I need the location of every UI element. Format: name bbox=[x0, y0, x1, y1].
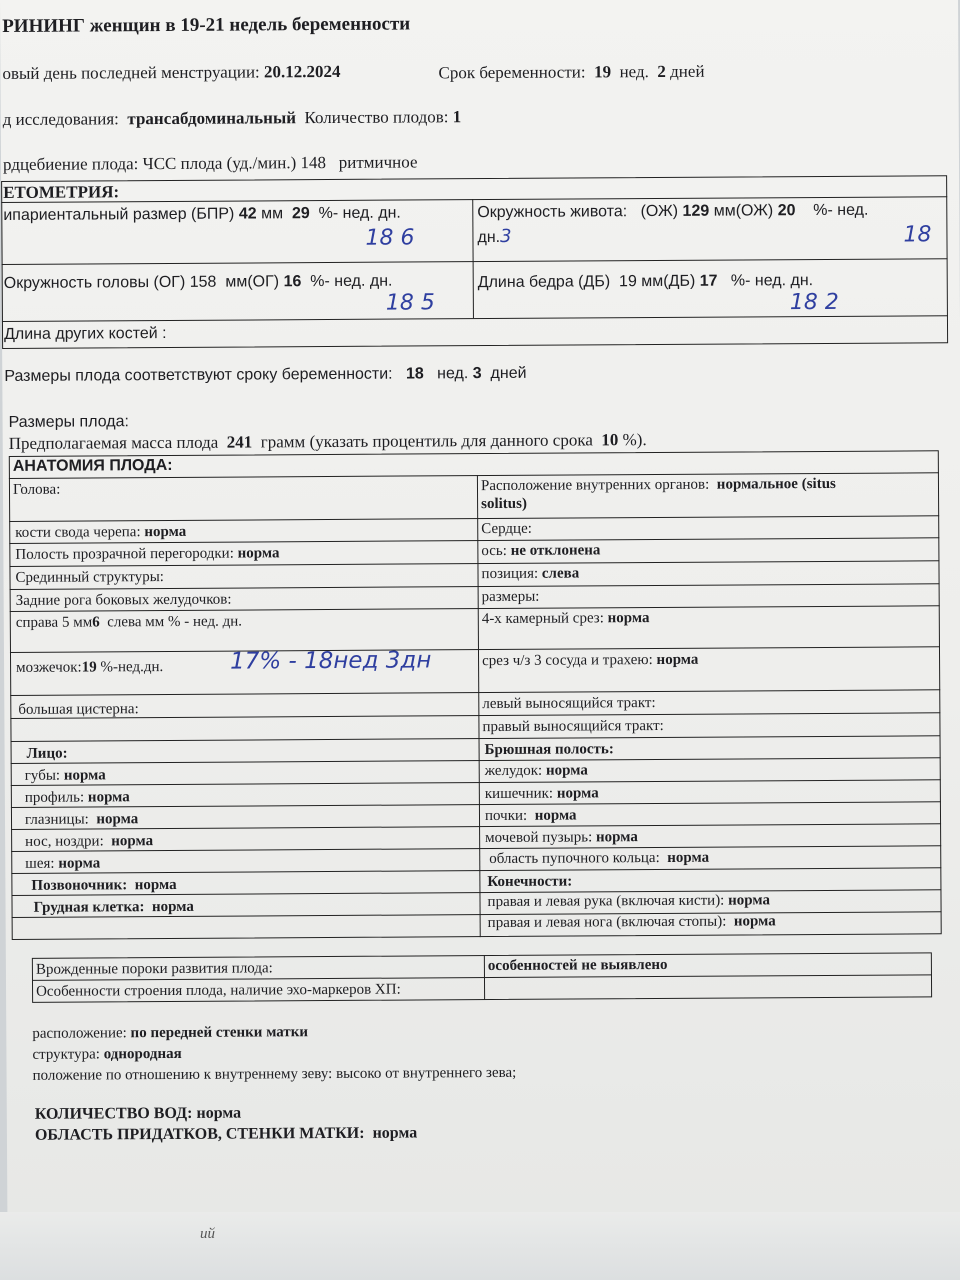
anatomy-row-organs-cont: solitus) bbox=[481, 495, 527, 513]
anatomy-row-spine: Позвоночник: норма bbox=[31, 876, 177, 894]
ga-days: 2 bbox=[657, 61, 666, 81]
bpd-row bbox=[3, 205, 401, 225]
hc-percentile: 16 bbox=[283, 273, 302, 291]
anatomy-row-position: позиция: слева bbox=[481, 565, 580, 583]
anatomy-row-neck: шея: норма bbox=[25, 855, 101, 872]
anatomy-row-csp: Полость прозрачной перегородки: норма bbox=[15, 545, 280, 563]
size-match-weeks-unit: нед. bbox=[437, 365, 469, 383]
cerebellum-handwritten: 17% - 18нед 3дн bbox=[229, 647, 432, 675]
anatomy-row-four-chamber: 4-х камерный срез: норма bbox=[481, 610, 650, 628]
ga-weeks: 19 bbox=[593, 62, 612, 82]
size-match-label: Размеры плода соответствуют сроку беременности: bbox=[4, 365, 393, 385]
gestational-age-row bbox=[438, 62, 704, 84]
anatomy-row-lvot: левый выносящийся тракт: bbox=[482, 695, 656, 713]
next-page bbox=[0, 1212, 960, 1280]
ac-handwritten: 18 bbox=[903, 222, 932, 248]
document-title: РИНИНГ женщин в 19-21 недель беременности bbox=[2, 13, 411, 37]
adnexa-row: ОБЛАСТЬ ПРИДАТКОВ, СТЕНКИ МАТКИ: норма bbox=[34, 1124, 418, 1144]
anatomy-row-profile: профиль: норма bbox=[24, 789, 130, 806]
heartbeat-text: рдцебиение плода: ЧСС плода (уд./мин.) 148 bbox=[2, 153, 327, 174]
fetus-count-value: 1 bbox=[452, 107, 462, 127]
anatomy-row-umbilical: область пупочного кольца: норма bbox=[489, 849, 710, 868]
anatomy-row-arms: правая и левая рука (включая кисти): норма bbox=[487, 892, 771, 911]
bpd-label: ипариентальный размер (БПР) bbox=[3, 205, 235, 224]
bpd-handwritten: 18 6 bbox=[365, 225, 415, 251]
other-bones-label: Длина других костей : bbox=[3, 324, 167, 343]
lmp-row bbox=[2, 62, 340, 84]
ga-days-unit: дней bbox=[670, 61, 705, 81]
heartbeat-row bbox=[3, 152, 418, 175]
hc-label: Окружность головы (ОГ) bbox=[3, 273, 186, 292]
amniotic-fluid-row: КОЛИЧЕСТВО ВОД: норма bbox=[34, 1104, 242, 1123]
weight-percentile: 10 bbox=[601, 430, 619, 450]
ac-percentile: 20 bbox=[777, 202, 796, 220]
anatomy-row-face: Лицо: bbox=[26, 745, 68, 762]
hc-suffix: %- нед. дн. bbox=[310, 272, 393, 291]
fl-row bbox=[478, 272, 813, 292]
fetus-count-label: Количество плодов: bbox=[304, 107, 449, 128]
lmp-label: овый день последней менструации: bbox=[2, 62, 260, 83]
size-match-row bbox=[4, 365, 526, 386]
heartbeat-rhythm: ритмичное bbox=[338, 152, 418, 172]
bpd-suffix: %- нед. дн. bbox=[318, 204, 401, 223]
anatomy-row-bladder: мочевой пузырь: норма bbox=[485, 829, 638, 847]
anatomy-row-lips: губы: норма bbox=[24, 767, 106, 784]
hc-handwritten: 18 5 bbox=[385, 290, 435, 316]
anatomy-row-nose: нос, ноздри: норма bbox=[25, 833, 154, 850]
placenta-structure-row: структура: однородная bbox=[32, 1045, 182, 1063]
anatomy-row-organs: Расположение внутренних органов: нормальное (situs bbox=[480, 475, 836, 495]
anatomy-row-bowel: кишечник: норма bbox=[484, 785, 599, 803]
anatomy-row-posterior-horns: Задние рога боковых желудочков: bbox=[15, 591, 232, 609]
method-row bbox=[3, 107, 462, 130]
anatomy-row-midline: Срединный структуры: bbox=[15, 569, 165, 586]
anatomy-row-head: Голова: bbox=[12, 481, 61, 498]
fl-value: 19 bbox=[618, 273, 637, 291]
fetal-sizes-label: Размеры плода: bbox=[8, 413, 129, 431]
anatomy-row-legs: правая и левая нога (включая стопы): норма bbox=[487, 913, 776, 932]
ac-row bbox=[477, 202, 868, 222]
weight-end: %). bbox=[622, 430, 647, 450]
size-match-weeks: 18 bbox=[405, 365, 424, 383]
anatomy-row-orbits: глазницы: норма bbox=[24, 811, 139, 828]
anatomy-row-rvot: правый выносящийся тракт: bbox=[482, 717, 664, 736]
method-label: д исследования: bbox=[2, 109, 119, 129]
ac-value: 129 bbox=[682, 202, 710, 220]
placenta-os-row: положение по отношению к внутреннему зеву: высоко от внутреннего зева; bbox=[32, 1064, 517, 1084]
size-match-days: 3 bbox=[472, 365, 482, 383]
anatomy-row-skull: кости свода черепа: норма bbox=[15, 523, 187, 541]
bpd-value: 42 bbox=[238, 205, 257, 223]
next-page-fragment: ий bbox=[200, 1226, 215, 1242]
hc-row bbox=[4, 273, 393, 293]
fl-label: Длина бедра (ДБ) bbox=[477, 273, 611, 292]
anatomy-row-axis: ось: не отклонена bbox=[481, 542, 601, 560]
anatomy-row-cisterna: большая цистерна: bbox=[18, 701, 139, 718]
fetal-weight-row bbox=[9, 430, 647, 454]
ac-text: (ОЖ) bbox=[640, 202, 679, 221]
anatomy-row-stomach: желудок: норма bbox=[484, 762, 588, 780]
hc-unit: мм(ОГ) bbox=[225, 273, 280, 291]
fl-unit: мм(ДБ) bbox=[641, 272, 696, 291]
bpd-percentile: 29 bbox=[291, 205, 310, 223]
weight-unit: грамм (указать процентиль для данного срока bbox=[260, 430, 593, 452]
ga-label: Срок беременности: bbox=[438, 62, 586, 83]
anatomy-row-kidneys: почки: норма bbox=[484, 807, 577, 825]
anatomy-row-limbs: Конечности: bbox=[487, 873, 573, 891]
fetometry-title: ЕТОМЕТРИЯ: bbox=[3, 182, 120, 202]
malformations-label: Врожденные пороки развития плода: bbox=[35, 960, 273, 978]
malformations-value: особенностей не выявлено bbox=[487, 956, 668, 975]
weight-value: 241 bbox=[226, 432, 253, 452]
markers-label: Особенности строения плода, наличие эхо-маркеров ХП: bbox=[36, 981, 401, 1000]
method-value: трансабдоминальный bbox=[127, 108, 297, 129]
anatomy-row-chest: Грудная клетка: норма bbox=[33, 898, 194, 916]
anatomy-title: АНАТОМИЯ ПЛОДА: bbox=[12, 456, 173, 475]
fl-handwritten: 18 2 bbox=[789, 289, 839, 316]
hc-value: 158 bbox=[189, 273, 217, 291]
fl-suffix: %- нед. дн. bbox=[730, 272, 814, 290]
ac-days-label: дн. bbox=[477, 228, 501, 247]
weight-label: Предполагаемая масса плода bbox=[8, 432, 219, 453]
anatomy-row-sizes: размеры: bbox=[481, 588, 540, 606]
lmp-value: 20.12.2024 bbox=[263, 61, 341, 82]
ac-days-handwritten: 3 bbox=[500, 225, 512, 247]
anatomy-row-ventricles: справа 5 мм6 слева мм % - нед. дн. bbox=[15, 613, 243, 631]
anatomy-row-cerebellum: мозжечок:19 %-нед.дн. bbox=[16, 659, 164, 676]
ac-label: Окружность живота: bbox=[477, 203, 628, 222]
anatomy-row-heart: Сердце: bbox=[481, 520, 532, 538]
bpd-unit: мм bbox=[260, 205, 284, 223]
ac-unit: мм(ОЖ) bbox=[713, 202, 774, 220]
size-match-days-unit: дней bbox=[490, 364, 527, 383]
anatomy-row-abdomen: Брюшная полость: bbox=[484, 741, 614, 759]
ga-weeks-unit: нед. bbox=[619, 62, 649, 82]
placenta-location-row: расположение: по передней стенки матки bbox=[32, 1024, 309, 1042]
anatomy-row-three-vessel: срез ч/з 3 сосуда и трахею: норма bbox=[481, 651, 699, 670]
ac-days-row bbox=[477, 226, 511, 247]
fl-percentile: 17 bbox=[699, 272, 718, 290]
ac-suffix: %- нед. bbox=[813, 201, 869, 220]
